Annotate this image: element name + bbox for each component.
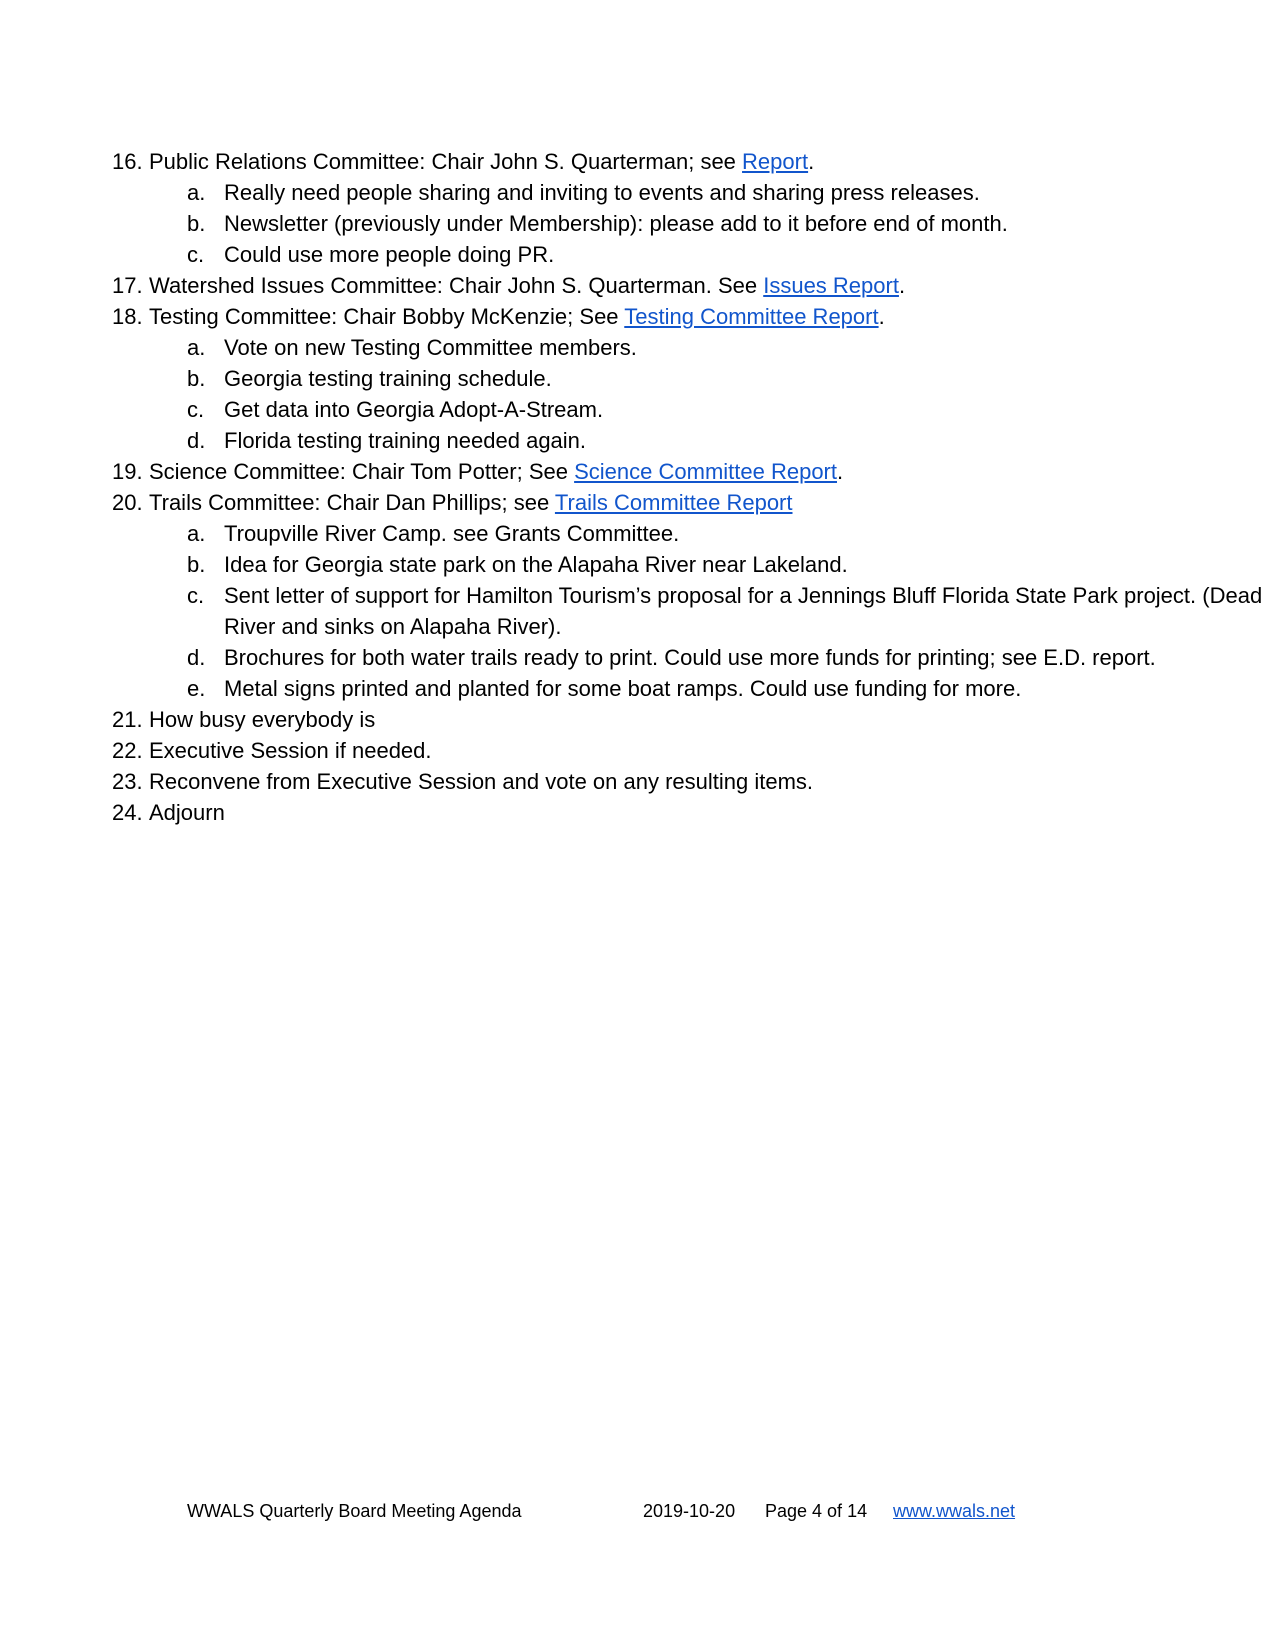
item-text: Trails Committee: Chair Dan Phillips; see [149, 490, 555, 515]
item-number: 17. [112, 273, 143, 298]
sub-item-letter: a. [187, 335, 206, 360]
item-text: Public Relations Committee: Chair John S. Quarterman; see [149, 149, 743, 174]
sub-item-letter: a. [187, 521, 206, 546]
sub-item-text: Vote on new Testing Committee members. [224, 335, 637, 360]
sub-item-text: Get data into Georgia Adopt-A-Stream. [224, 397, 604, 422]
item-text: Executive Session if needed. [149, 738, 432, 763]
item-number: 19. [112, 459, 143, 484]
footer-title: WWALS Quarterly Board Meeting Agenda [187, 1501, 522, 1521]
sub-item-20e [112, 673, 1232, 704]
sub-item-16a [112, 177, 1232, 208]
sub-item-letter: e. [187, 676, 206, 701]
agenda-item-20 [112, 487, 1232, 518]
item-text: Watershed Issues Committee: Chair John S. Quarterman. See [149, 273, 764, 298]
issues-report-link[interactable]: Issues Report [763, 273, 899, 298]
sub-item-text: Metal signs printed and planted for some boat ramps. Could use funding for more. [224, 676, 1022, 701]
agenda-item-23 [112, 766, 1232, 797]
sub-item-18c [112, 394, 1232, 425]
agenda-item-16 [112, 146, 1232, 177]
testing-report-link[interactable]: Testing Committee Report [624, 304, 879, 329]
sub-item-text: Could use more people doing PR. [224, 242, 555, 267]
item-text: How busy everybody is [149, 707, 376, 732]
sub-item-16c [112, 239, 1232, 270]
sub-item-20a [112, 518, 1232, 549]
item-tail: . [878, 304, 885, 329]
footer-date: 2019-10-20 [643, 1501, 736, 1521]
sub-item-text: Troupville River Camp. see Grants Committee. [224, 521, 680, 546]
item-tail: . [808, 149, 815, 174]
sub-item-letter: c. [187, 242, 205, 267]
science-report-link[interactable]: Science Committee Report [574, 459, 837, 484]
sub-item-letter: b. [187, 211, 206, 236]
item-number: 22. [112, 738, 143, 763]
item-number: 21. [112, 707, 143, 732]
agenda-item-21 [112, 704, 1232, 735]
sub-item-text: Sent letter of support for Hamilton Tourism’s proposal for a Jennings Bluff Florida State Park project. (Dead River and sinks on Alapaha River). [224, 583, 1263, 639]
sub-item-20c [112, 580, 1264, 642]
sub-item-letter: c. [187, 583, 205, 608]
item-number: 16. [112, 149, 143, 174]
sub-item-letter: a. [187, 180, 206, 205]
sub-item-letter: c. [187, 397, 205, 422]
sub-item-18a [112, 332, 1232, 363]
item-number: 20. [112, 490, 143, 515]
sub-item-text: Florida testing training needed again. [224, 428, 587, 453]
sub-item-letter: d. [187, 428, 206, 453]
agenda-item-18 [112, 301, 1232, 332]
item-text: Science Committee: Chair Tom Potter; See [149, 459, 575, 484]
sub-item-text: Really need people sharing and inviting to events and sharing press releases. [224, 180, 980, 205]
footer-website-link[interactable]: www.wwals.net [893, 1501, 1016, 1521]
agenda-list [112, 146, 1263, 828]
sub-item-18d [112, 425, 1232, 456]
sub-item-18b [112, 363, 1232, 394]
sub-item-text: Newsletter (previously under Membership): please add to it before end of month. [224, 211, 1008, 236]
sub-item-text: Idea for Georgia state park on the Alapaha River near Lakeland. [224, 552, 848, 577]
item-number: 23. [112, 769, 143, 794]
sub-item-letter: d. [187, 645, 206, 670]
item-text: Reconvene from Executive Session and vote on any resulting items. [149, 769, 814, 794]
item-tail: . [898, 273, 906, 298]
footer-page-number: Page 4 of 14 [765, 1501, 868, 1521]
sub-item-text: Brochures for both water trails ready to print. Could use more funds for printing; see E.D. report. [224, 645, 1156, 670]
agenda-item-22 [112, 735, 1232, 766]
trails-report-link[interactable]: Trails Committee Report [554, 490, 793, 515]
agenda-item-19 [112, 456, 1232, 487]
sub-item-text: Georgia testing training schedule. [224, 366, 552, 391]
sub-item-letter: b. [187, 552, 206, 577]
agenda-item-17 [112, 270, 1232, 301]
item-number: 18. [112, 304, 143, 329]
item-number: 24. [112, 800, 143, 825]
item-text: Adjourn [149, 800, 225, 825]
item-tail: . [837, 459, 844, 484]
pr-report-link[interactable]: Report [742, 149, 809, 174]
agenda-item-24 [112, 797, 1232, 828]
sub-item-20b [112, 549, 1232, 580]
sub-item-20d [112, 642, 1232, 673]
sub-item-letter: b. [187, 366, 206, 391]
item-text: Testing Committee: Chair Bobby McKenzie; See [149, 304, 625, 329]
sub-item-16b [112, 208, 1232, 239]
